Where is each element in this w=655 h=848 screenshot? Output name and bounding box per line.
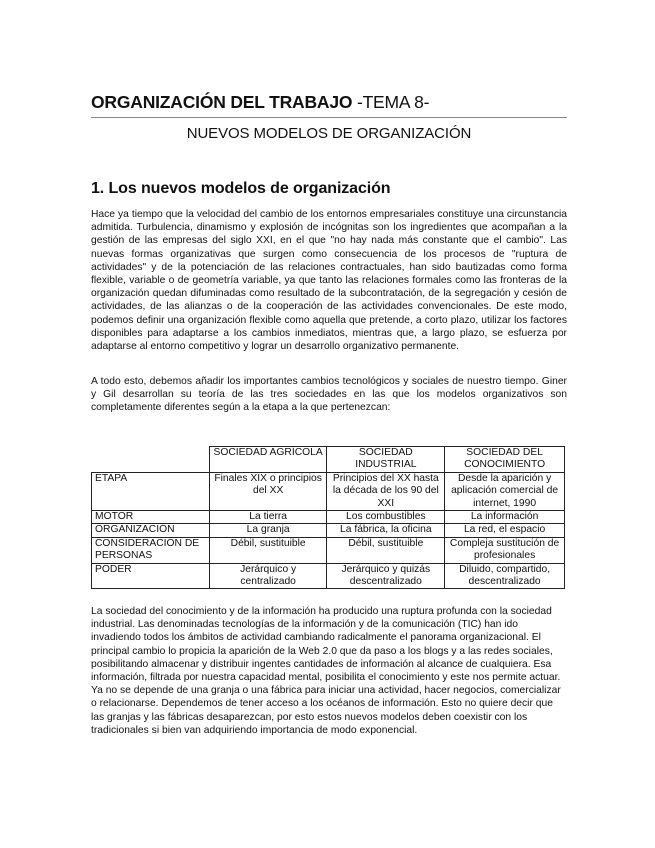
document-title: [91, 92, 567, 113]
societies-comparison-table: [91, 446, 565, 589]
document-subtitle: NUEVOS MODELOS DE ORGANIZACIÓN: [186, 125, 472, 142]
document-title-main: ORGANIZACIÓN DEL TRABAJO: [91, 92, 353, 112]
table-row: [92, 537, 565, 563]
table-cell: Diluido, compartido, descentralizado: [445, 563, 565, 589]
table-row: [92, 472, 565, 510]
table-cell: Finales XIX o principios del XX: [209, 472, 327, 510]
table-row-label: PODER: [92, 563, 210, 589]
table-row-label: ORGANIZACIÓN: [92, 524, 210, 537]
table-cell: Los combustibles: [327, 511, 445, 524]
table-cell: Jerárquico y quizás descentralizado: [327, 563, 445, 589]
table-cell: La red, el espacio: [445, 524, 565, 537]
paragraph-intro: Hace ya tiempo que la velocidad del cambio de los entornos empresariales constituye una circunstancia admitida. Turbulencia, dinamismo y explosión de incógnitas son los ingredientes que acompañan a la gestión de las empresas del siglo XXI, en el que "no hay nada más constante que el cambio". Las nuevas formas organizativas que surgen como consecuencia de los procesos de "ruptura de actividades" y de la potenciación de las relaciones contractuales, han sido bautizadas como forma flexible, variable o de geometría variable, ya que tanto las relaciones formales como las fronteras de la organización quedan difuminadas como resultado de la subcontratación, de la segregación y cesión de actividades, de las alianzas o de la cooperación de las actividades convencionales. De este modo, podemos definir una organización flexible como aquella que pretende, a corto plazo, utilizar los factores disponibles para adaptarse a los cambios inmediatos, mientras que, a largo plazo, se esfuerza por adaptarse al entorno competitivo y lograr un desarrollo organizativo permanente.: [91, 209, 567, 353]
table-header-row: [92, 447, 565, 473]
paragraph-theory: A todo esto, debemos añadir los importantes cambios tecnológicos y sociales de nuestro tiempo. Giner y Gil desarrollan su teoría de las tres sociedades en las que los modelos organizativos son completamente diferentes según a la etapa a la que pertenezcan:: [91, 376, 567, 414]
table-cell: La tierra: [209, 511, 327, 524]
table-row-label: CONSIDERACIÓN DE PERSONAS: [92, 537, 210, 563]
paragraph-knowledge-society: La sociedad del conocimiento y de la información ha producido una ruptura profunda con la sociedad industrial. Las denominadas tecnologías de la información y de la comunicación (TIC) han ido invadiendo todos los ámbitos de actividad cambiando radicalmente el panorama organizacional. El principal cambio lo propicia la aparición de la Web 2.0 que da paso a los blogs y a las redes sociales, posibilitando almacenar y distribuir ingentes cantidades de información al alcance de cualquiera. Esa información, filtrada por nuestra capacidad mental, posibilita el conocimiento y este nos permite actuar. Ya no se depende de una granja o una fábrica para iniciar una actividad, hacer negocios, comercializar o relacionarse. Dependemos de tener acceso a los océanos de información. Esto no quiere decir que las granjas y las fábricas desaparezcan, por esto estos nuevos modelos deben coexistir con los tradicionales si bien van adquiriendo importancia de modo exponencial.: [91, 606, 561, 736]
table-cell: Desde la aparición y aplicación comercial de internet, 1990: [445, 472, 565, 510]
section-heading: 1. Los nuevos modelos de organización: [91, 180, 391, 197]
table-cell: La fábrica, la oficina: [327, 524, 445, 537]
table-cell: La granja: [209, 524, 327, 537]
table-cell: Compleja sustitución de profesionales: [445, 537, 565, 563]
title-divider: [91, 117, 567, 118]
table-header-agricola: SOCIEDAD AGRÍCOLA: [209, 447, 327, 473]
table-row: [92, 563, 565, 589]
table-cell: Principios del XX hasta la década de los 90 del XXI: [327, 472, 445, 510]
table-row: [92, 524, 565, 537]
table-cell: Débil, sustituible: [209, 537, 327, 563]
table-row-label: MOTOR: [92, 511, 210, 524]
table-corner-cell: [92, 447, 210, 473]
table-cell: La información: [445, 511, 565, 524]
table-row: [92, 511, 565, 524]
table-header-conocimiento: SOCIEDAD DEL CONOCIMIENTO: [445, 447, 565, 473]
document-title-topic: -TEMA 8-: [352, 92, 430, 112]
table-cell: Jerárquico y centralizado: [209, 563, 327, 589]
table-cell: Débil, sustituible: [327, 537, 445, 563]
table-header-industrial: SOCIEDAD INDUSTRIAL: [327, 447, 445, 473]
table-row-label: ETAPA: [92, 472, 210, 510]
